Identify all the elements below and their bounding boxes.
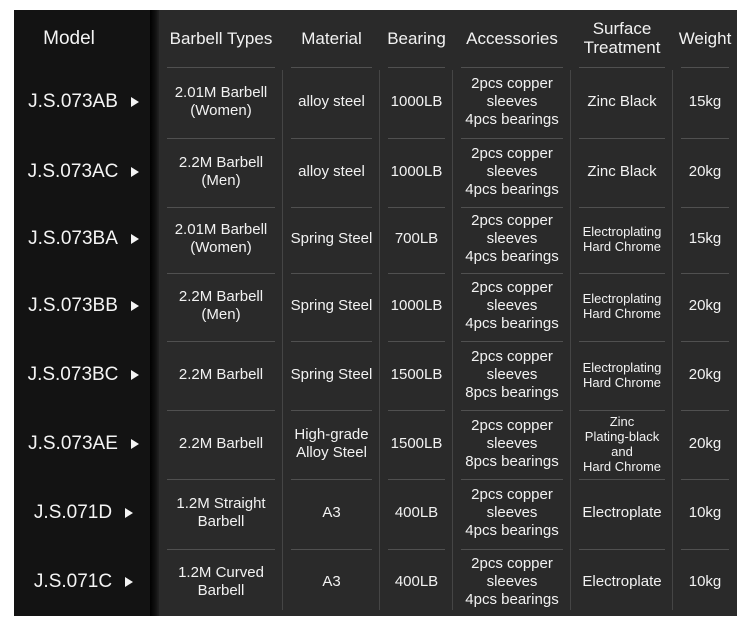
cell-barbell-type: 2.2M Barbell bbox=[178, 434, 264, 452]
cell-weight: 20kg bbox=[688, 297, 722, 314]
cell-accessories: 2pcs copper sleeves 8pcs bearings bbox=[465, 347, 559, 401]
play-arrow-icon bbox=[125, 508, 133, 518]
cell-barbell-type: 2.2M Barbell (Men) bbox=[178, 288, 264, 323]
header-model: Model bbox=[43, 28, 95, 49]
cell-bearing: 700LB bbox=[394, 230, 439, 247]
cell-material: alloy steel bbox=[298, 162, 365, 180]
cell-accessories: 2pcs copper sleeves 4pcs bearings bbox=[465, 555, 559, 608]
model-name: J.S.073AE bbox=[28, 432, 118, 454]
model-row bbox=[14, 478, 153, 548]
play-arrow-icon bbox=[131, 439, 139, 449]
cell-bearing: 1500LB bbox=[390, 365, 443, 383]
cell-material: Spring Steel bbox=[290, 365, 373, 383]
header-surface-treatment: Surface Treatment bbox=[583, 19, 661, 57]
header-bearing: Bearing bbox=[387, 28, 446, 48]
cell-accessories: 2pcs copper sleeves 4pcs bearings bbox=[465, 486, 559, 539]
model-row bbox=[14, 272, 153, 340]
cell-barbell-type: 2.01M Barbell (Women) bbox=[174, 83, 268, 119]
cell-material: A3 bbox=[322, 573, 341, 590]
model-row bbox=[14, 548, 153, 616]
model-name: J.S.073AB bbox=[28, 90, 118, 112]
cell-surface-treatment: Zinc Plating-black and Hard Chrome bbox=[582, 413, 662, 474]
model-row bbox=[14, 137, 153, 206]
model-name: J.S.071D bbox=[33, 502, 113, 523]
cell-weight: 15kg bbox=[688, 92, 722, 110]
cell-bearing: 1000LB bbox=[390, 92, 443, 110]
cell-surface-treatment: Electroplating Hard Chrome bbox=[582, 224, 662, 254]
play-arrow-icon bbox=[125, 577, 133, 587]
header-weight: Weight bbox=[678, 28, 732, 48]
cell-surface-treatment: Electroplate bbox=[582, 504, 662, 521]
cell-weight: 20kg bbox=[688, 365, 722, 383]
cell-barbell-type: 2.01M Barbell (Women) bbox=[174, 221, 268, 256]
model-name: J.S.073BB bbox=[28, 295, 118, 316]
cell-barbell-type: 2.2M Barbell (Men) bbox=[178, 153, 264, 189]
model-name: J.S.073BA bbox=[28, 228, 118, 249]
header-material: Material bbox=[301, 28, 362, 48]
cell-accessories: 2pcs copper sleeves 4pcs bearings bbox=[465, 279, 559, 332]
header-barbell-type: Barbell Types bbox=[169, 28, 273, 48]
play-arrow-icon bbox=[131, 370, 139, 380]
cell-bearing: 1000LB bbox=[390, 297, 443, 314]
model-name: J.S.073BC bbox=[27, 363, 119, 385]
cell-material: High-grade Alloy Steel bbox=[294, 425, 369, 461]
cell-bearing: 400LB bbox=[394, 504, 439, 521]
play-arrow-icon bbox=[131, 97, 139, 107]
play-arrow-icon bbox=[131, 167, 139, 177]
model-name: J.S.073AC bbox=[27, 160, 119, 182]
header-accessories: Accessories bbox=[466, 28, 558, 48]
model-row bbox=[14, 66, 153, 137]
model-name: J.S.071C bbox=[33, 571, 113, 592]
cell-accessories: 2pcs copper sleeves 8pcs bearings bbox=[465, 416, 559, 470]
cell-material: alloy steel bbox=[298, 92, 365, 110]
cell-surface-treatment: Electroplate bbox=[582, 573, 662, 590]
cell-weight: 10kg bbox=[688, 504, 722, 521]
cell-bearing: 1500LB bbox=[390, 434, 443, 452]
cell-weight: 10kg bbox=[688, 573, 722, 590]
cell-material: A3 bbox=[322, 504, 341, 521]
cell-surface-treatment: Zinc Black bbox=[587, 92, 657, 110]
cell-bearing: 400LB bbox=[394, 573, 439, 590]
cell-barbell-type: 1.2M Curved Barbell bbox=[178, 564, 264, 599]
cell-surface-treatment: Electroplating Hard Chrome bbox=[582, 359, 662, 390]
model-row bbox=[14, 340, 153, 409]
cell-accessories: 2pcs copper sleeves 4pcs bearings bbox=[465, 144, 559, 198]
cell-accessories: 2pcs copper sleeves 4pcs bearings bbox=[465, 74, 559, 128]
cell-barbell-type: 2.2M Barbell bbox=[178, 365, 264, 383]
cell-surface-treatment: Electroplating Hard Chrome bbox=[582, 291, 662, 321]
cell-barbell-type: 1.2M Straight Barbell bbox=[176, 495, 266, 530]
play-arrow-icon bbox=[131, 301, 139, 311]
cell-bearing: 1000LB bbox=[390, 162, 443, 180]
cell-weight: 20kg bbox=[688, 162, 722, 180]
cell-weight: 15kg bbox=[688, 230, 722, 247]
model-row bbox=[14, 206, 153, 272]
cell-surface-treatment: Zinc Black bbox=[587, 162, 657, 180]
play-arrow-icon bbox=[131, 234, 139, 244]
cell-accessories: 2pcs copper sleeves 4pcs bearings bbox=[465, 212, 559, 265]
model-row bbox=[14, 409, 153, 478]
spec-table bbox=[159, 10, 737, 616]
cell-weight: 20kg bbox=[688, 434, 722, 452]
cell-material: Spring Steel bbox=[290, 230, 373, 247]
cell-material: Spring Steel bbox=[290, 297, 373, 314]
